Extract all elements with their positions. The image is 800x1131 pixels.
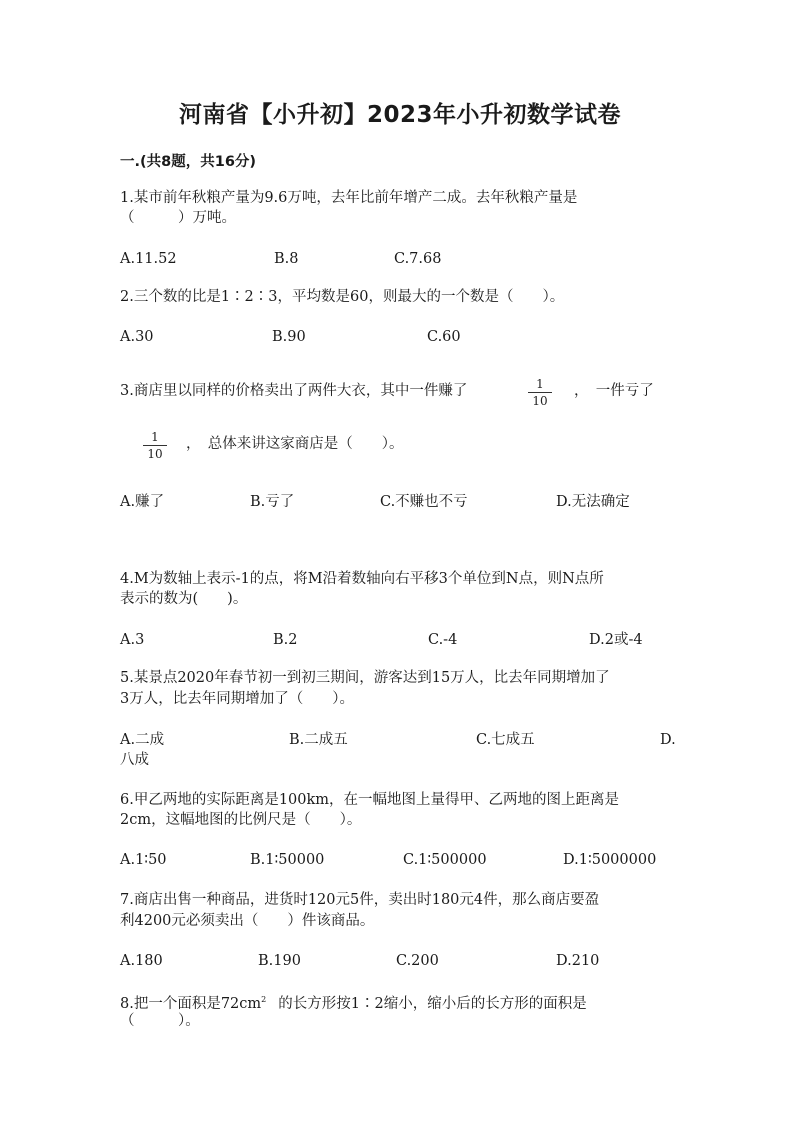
question-2-option-b[interactable]: B.90 (272, 329, 306, 345)
fraction-numerator: 1 (151, 430, 159, 444)
question-6-option-d[interactable]: D.1∶5000000 (563, 852, 657, 868)
question-8-line-2: （ ）。 (120, 1013, 200, 1029)
question-7-option-a[interactable]: A.180 (120, 953, 163, 969)
question-5-option-a[interactable]: A.二成 (120, 732, 165, 748)
question-4-option-d[interactable]: D.2或-4 (589, 632, 643, 648)
question-3-option-a[interactable]: A.赚了 (120, 494, 165, 510)
question-3-option-b[interactable]: B.亏了 (250, 494, 295, 510)
question-3-option-c[interactable]: C.不赚也不亏 (380, 494, 468, 510)
section-heading: 一.(共8题，共16分) (120, 154, 257, 170)
question-7-line-2: 利4200元必须卖出（ ）件该商品。 (120, 913, 375, 929)
superscript-two: 2 (261, 995, 267, 1004)
question-1-option-c[interactable]: C.7.68 (394, 251, 442, 267)
fraction-denominator: 10 (532, 394, 548, 408)
question-5-line-1: 5.某景点2020年春节初一到初三期间，游客达到15万人，比去年同期增加了 (120, 670, 610, 686)
question-5-option-d[interactable]: D. (660, 732, 676, 748)
question-6-option-c[interactable]: C.1∶500000 (403, 852, 487, 868)
question-5-option-b[interactable]: B.二成五 (289, 732, 348, 748)
fraction-numerator: 1 (536, 377, 544, 391)
question-4-line-2: 表示的数为( )。 (120, 591, 248, 607)
question-6-option-a[interactable]: A.1∶50 (120, 852, 167, 868)
question-2-line-1: 2.三个数的比是1∶2∶3，平均数是60，则最大的一个数是（ ）。 (120, 289, 565, 305)
question-5-line-2: 3万人，比去年同期增加了（ ）。 (120, 691, 354, 707)
question-1-option-a[interactable]: A.11.52 (120, 251, 177, 267)
question-6-line-1: 6.甲乙两地的实际距离是100km，在一幅地图上量得甲、乙两地的图上距离是 (120, 792, 620, 808)
question-1-option-b[interactable]: B.8 (274, 251, 299, 267)
page-title: 河南省【小升初】2023年小升初数学试卷 (178, 102, 621, 128)
fraction-denominator: 10 (147, 447, 163, 461)
question-7-option-c[interactable]: C.200 (396, 953, 439, 969)
question-5-option-d-text[interactable]: 八成 (120, 752, 149, 768)
question-3-text-part-3: ， 总体来讲这家商店是（ ）。 (186, 436, 404, 452)
question-8-text-part-2: 的长方形按1∶2缩小，缩小后的长方形的面积是 (278, 995, 587, 1012)
fraction-one-tenth-2 (143, 430, 167, 461)
question-4-option-b[interactable]: B.2 (273, 632, 298, 648)
question-7-option-d[interactable]: D.210 (556, 953, 600, 969)
question-3-text-part-2: ， 一件亏了 (574, 383, 654, 399)
fraction-one-tenth (528, 377, 552, 408)
question-4-line-1: 4.M为数轴上表示-1的点，将M沿着数轴向右平移3个单位到N点，则N点所 (120, 571, 604, 587)
question-6-option-b[interactable]: B.1∶50000 (250, 852, 325, 868)
question-6-line-2: 2cm，这幅地图的比例尺是（ ）。 (120, 812, 362, 828)
question-5-option-c[interactable]: C.七成五 (476, 732, 535, 748)
question-7-line-1: 7.商店出售一种商品，进货时120元5件，卖出时180元4件，那么商店要盈 (120, 892, 600, 908)
question-7-option-b[interactable]: B.190 (258, 953, 301, 969)
question-3-text-part-1: 3.商店里以同样的价格卖出了两件大衣，其中一件赚了 (120, 383, 468, 399)
question-1-line-2: （ ）万吨。 (120, 210, 236, 226)
question-1-line-1: 1.某市前年秋粮产量为9.6万吨，去年比前年增产二成。去年秋粮产量是 (120, 190, 578, 206)
question-4-option-a[interactable]: A.3 (120, 632, 145, 648)
fraction-bar (528, 392, 552, 393)
fraction-bar (143, 445, 167, 446)
question-3-option-d[interactable]: D.无法确定 (556, 494, 630, 510)
question-2-option-a[interactable]: A.30 (120, 329, 154, 345)
question-8-text-part-1: 8.把一个面积是72cm (120, 995, 262, 1012)
question-2-option-c[interactable]: C.60 (427, 329, 461, 345)
question-4-option-c[interactable]: C.-4 (428, 632, 458, 648)
